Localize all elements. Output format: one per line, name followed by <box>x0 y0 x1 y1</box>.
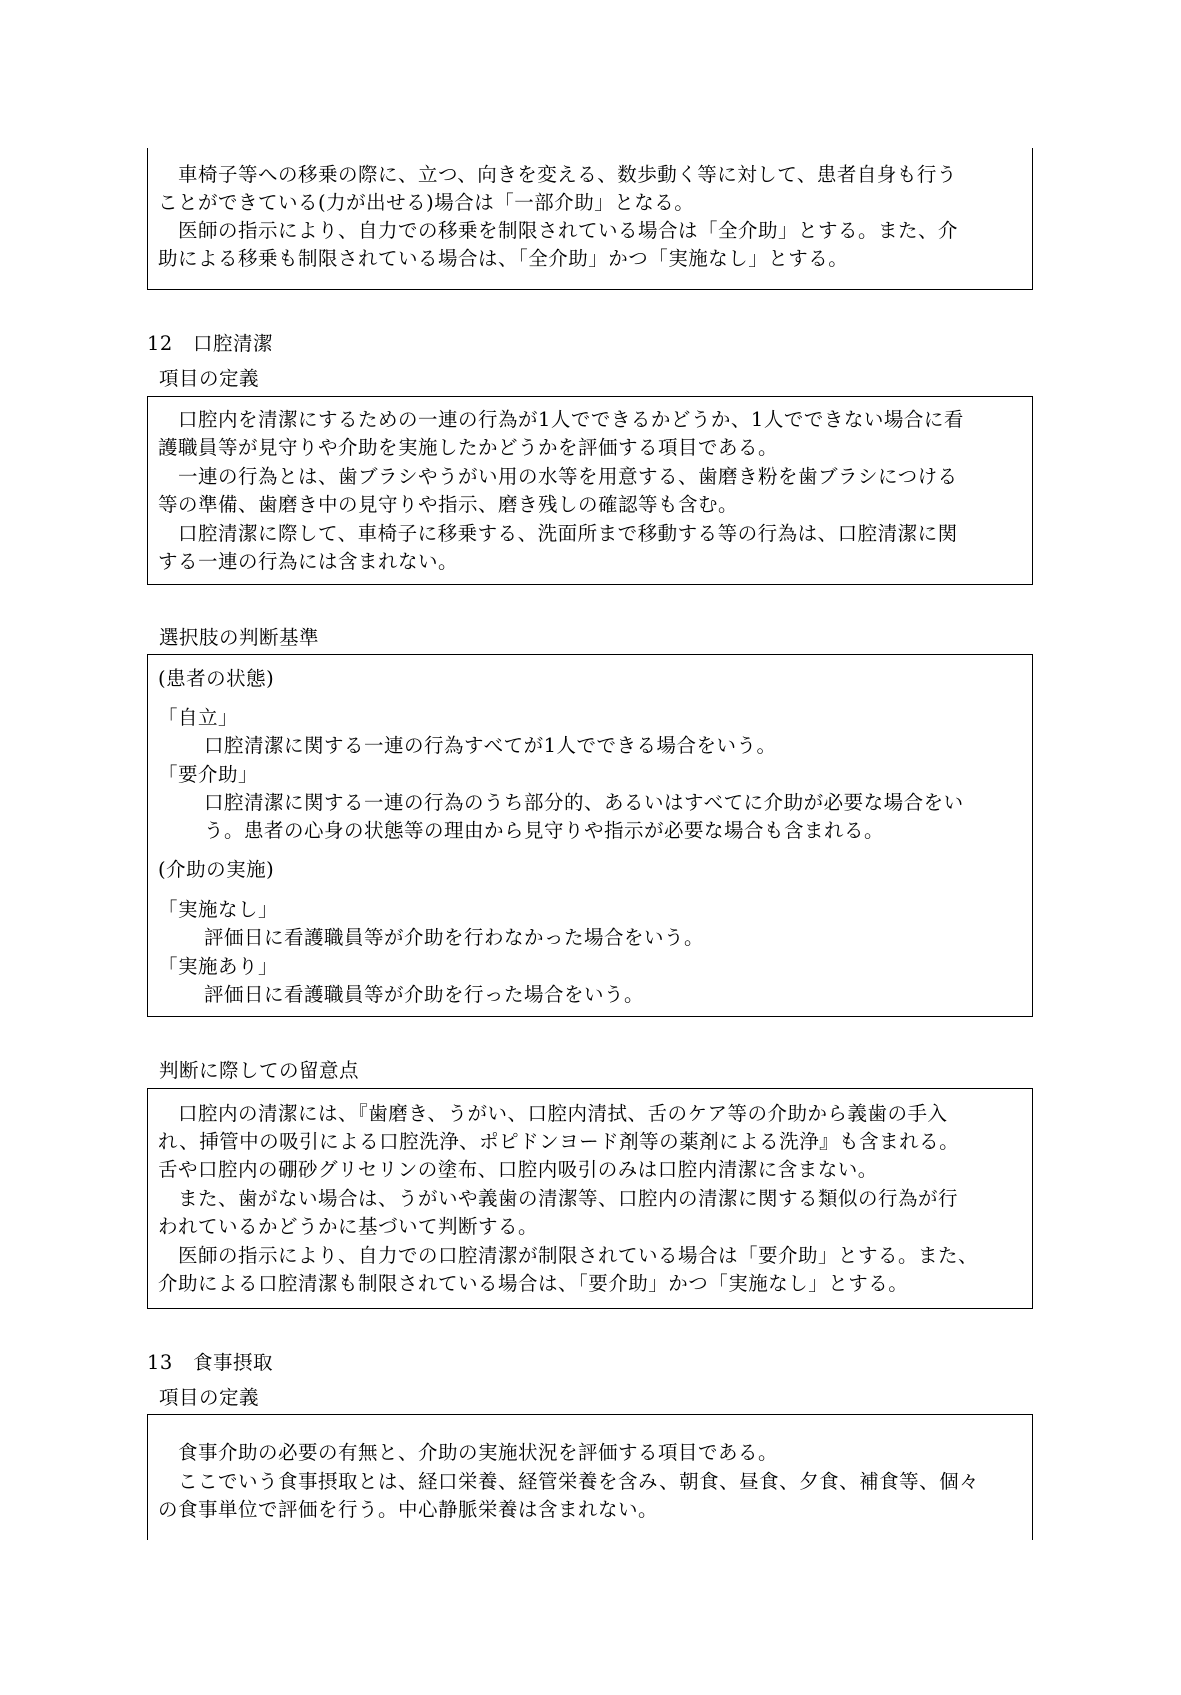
section13-def-line-1: 食事介助の必要の有無と、介助の実施状況を評価する項目である。 <box>158 1441 779 1464</box>
notes-line-4: また、歯がない場合は、うがいや義歯の清潔等、口腔内の清潔に関する類似の行為が行 <box>158 1187 959 1210</box>
notes-line-3: 舌や口腔内の硼砂グリセリンの塗布、口腔内吸引のみは口腔内清潔に含まない。 <box>158 1158 878 1181</box>
section11-text-box <box>147 148 1033 290</box>
jiritsu-label: 「自立」 <box>158 706 239 729</box>
nashi-desc: 評価日に看護職員等が介助を行わなかった場合をいう。 <box>204 926 705 949</box>
section12-notes-label: 判断に際しての留意点 <box>159 1059 360 1082</box>
yokaijo-label: 「要介助」 <box>158 763 259 786</box>
section13-definition-box <box>147 1414 1033 1540</box>
section12-def-line-3: 一連の行為とは、歯ブラシやうがい用の水等を用意する、歯磨き粉を歯ブラシにつける <box>158 465 958 488</box>
notes-line-2: れ、挿管中の吸引による口腔洗浄、ポピドンヨード剤等の薬剤による洗浄』も含まれる。 <box>158 1130 960 1153</box>
section11-line-2: ことができている(力が出せる)場合は「一部介助」となる。 <box>158 191 695 214</box>
section11-line-3: 医師の指示により、自力での移乗を制限されている場合は「全介助」とする。また、介 <box>158 219 959 242</box>
section12-title: 口腔清潔 <box>193 332 274 355</box>
section11-line-1: 車椅子等への移乗の際に、立つ、向きを変える、数歩動く等に対して、患者自身も行う <box>158 163 957 186</box>
notes-line-1: 口腔内の清潔には、『歯磨き、うがい、口腔内清拭、舌のケア等の介助から義歯の手入 <box>158 1102 948 1125</box>
section13-number: 13 <box>147 1351 173 1374</box>
section13-def-line-2: ここでいう食事摂取とは、経口栄養、経管栄養を含み、朝食、昼食、夕食、補食等、個々 <box>158 1470 980 1493</box>
notes-line-7: 介助による口腔清潔も制限されている場合は、「要介助」かつ「実施なし」とする。 <box>158 1272 909 1295</box>
jiritsu-desc: 口腔清潔に関する一連の行為すべてが1人でできる場合をいう。 <box>204 734 777 757</box>
yokaijo-desc-1: 口腔清潔に関する一連の行為のうち部分的、あるいはすべてに介助が必要な場合をい <box>204 791 964 814</box>
notes-line-5: われているかどうかに基づいて判断する。 <box>158 1215 539 1238</box>
patient-state-label: (患者の状態) <box>158 667 275 690</box>
yokaijo-desc-2: う。患者の心身の状態等の理由から見守りや指示が必要な場合も含まれる。 <box>204 819 885 842</box>
notes-line-6: 医師の指示により、自力での口腔清潔が制限されている場合は「要介助」とする。また、 <box>158 1244 979 1267</box>
section13-title: 食事摂取 <box>193 1351 274 1374</box>
section13-def-line-3: の食事単位で評価を行う。中心静脈栄養は含まれない。 <box>158 1498 659 1521</box>
ari-desc: 評価日に看護職員等が介助を行った場合をいう。 <box>204 983 645 1006</box>
ari-label: 「実施あり」 <box>158 955 279 978</box>
section12-def-line-4: 等の準備、歯磨き中の見守りや指示、磨き残しの確認等も含む。 <box>158 493 739 516</box>
section11-line-4: 助による移乗も制限されている場合は、「全介助」かつ「実施なし」とする。 <box>158 247 849 270</box>
section13-definition-label: 項目の定義 <box>159 1386 260 1409</box>
section12-number: 12 <box>147 332 173 355</box>
section12-def-line-1: 口腔内を清潔にするための一連の行為が1人でできるかどうか、1人でできない場合に看 <box>158 408 964 431</box>
section12-notes-box <box>147 1088 1033 1309</box>
section12-def-line-5: 口腔清潔に際して、車椅子に移乗する、洗面所まで移動する等の行為は、口腔清潔に関 <box>158 522 958 545</box>
nashi-label: 「実施なし」 <box>158 898 279 921</box>
section12-definition-label: 項目の定義 <box>159 367 260 390</box>
section12-def-line-6: する一連の行為には含まれない。 <box>158 550 459 573</box>
section12-criteria-box <box>147 654 1033 1017</box>
section12-def-line-2: 護職員等が見守りや介助を実施したかどうかを評価する項目である。 <box>158 436 779 459</box>
assist-label: (介助の実施) <box>158 858 275 881</box>
section12-definition-box <box>147 396 1033 585</box>
section12-criteria-label: 選択肢の判断基準 <box>159 626 320 649</box>
